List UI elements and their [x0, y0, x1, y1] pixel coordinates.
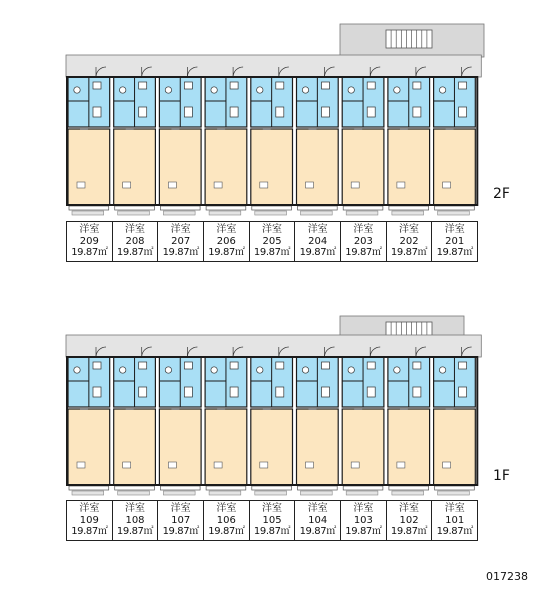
- sink-icon: [413, 362, 421, 369]
- unit-plan: [251, 67, 293, 215]
- window: [206, 486, 246, 490]
- unit-cell: [295, 501, 341, 540]
- window: [206, 206, 246, 210]
- unit-table-2f: [66, 221, 478, 262]
- sink-icon: [276, 82, 284, 89]
- sink-icon: [459, 82, 467, 89]
- sink-icon: [367, 82, 375, 89]
- balcony: [163, 491, 195, 495]
- unit-cell: [295, 222, 341, 261]
- window: [298, 486, 338, 490]
- toilet-icon: [165, 87, 171, 93]
- sink-icon: [230, 82, 238, 89]
- unit-cell: [250, 222, 296, 261]
- balcony: [392, 211, 424, 215]
- unit-number: 105: [262, 514, 282, 526]
- balcony: [72, 491, 104, 495]
- room-area: [159, 409, 201, 485]
- unit-cell: [387, 501, 433, 540]
- unit-area: 19.87㎡: [345, 526, 382, 538]
- room-area: [297, 409, 339, 485]
- unit-number: 109: [79, 514, 99, 526]
- balcony: [301, 211, 333, 215]
- room-area: [388, 129, 430, 205]
- balcony: [346, 491, 378, 495]
- unit-area: 19.87㎡: [436, 526, 473, 538]
- room-area: [68, 129, 110, 205]
- unit-cell: [387, 222, 433, 261]
- kitchen-icon: [230, 387, 238, 397]
- room-area: [342, 129, 384, 205]
- unit-cell: [67, 222, 113, 261]
- unit-type: 洋室: [170, 224, 191, 236]
- unit-cell: [250, 501, 296, 540]
- unit-area: 19.87㎡: [299, 247, 336, 259]
- unit-area: 19.87㎡: [299, 526, 336, 538]
- window: [252, 486, 292, 490]
- kitchen-icon: [367, 387, 375, 397]
- toilet-icon: [302, 367, 308, 373]
- window: [252, 206, 292, 210]
- kitchen-icon: [413, 107, 421, 117]
- furniture-icon: [214, 462, 222, 468]
- unit-number: 107: [171, 514, 191, 526]
- kitchen-icon: [184, 387, 192, 397]
- furniture-icon: [123, 182, 131, 188]
- kitchen-icon: [93, 107, 101, 117]
- room-area: [297, 129, 339, 205]
- furniture-icon: [397, 462, 405, 468]
- furniture-icon: [397, 182, 405, 188]
- furniture-icon: [306, 462, 314, 468]
- kitchen-icon: [184, 107, 192, 117]
- room-area: [68, 409, 110, 485]
- corridor: [66, 335, 481, 357]
- unit-type: 洋室: [262, 224, 283, 236]
- unit-plan: [297, 347, 339, 495]
- window: [160, 206, 200, 210]
- kitchen-icon: [459, 107, 467, 117]
- floor-plan-2f: [66, 24, 484, 215]
- window: [298, 206, 338, 210]
- unit-type: 洋室: [399, 503, 420, 515]
- corridor: [66, 55, 481, 77]
- kitchen-icon: [230, 107, 238, 117]
- floor-label-2f: 2F: [493, 186, 510, 202]
- unit-area: 19.87㎡: [71, 247, 108, 259]
- balcony: [118, 211, 150, 215]
- unit-area: 19.87㎡: [390, 247, 428, 259]
- floor-label-1f: 1F: [493, 468, 510, 484]
- toilet-icon: [394, 367, 400, 373]
- unit-area: 19.87㎡: [345, 247, 382, 259]
- sink-icon: [413, 82, 421, 89]
- unit-plan: [114, 67, 156, 215]
- unit-plan: [68, 347, 110, 495]
- toilet-icon: [257, 367, 263, 373]
- toilet-icon: [211, 87, 217, 93]
- unit-cell: [341, 222, 387, 261]
- unit-number: 201: [445, 235, 465, 247]
- balcony: [118, 491, 150, 495]
- unit-plan: [434, 67, 476, 215]
- unit-plan: [159, 347, 201, 495]
- unit-type: 洋室: [353, 224, 374, 236]
- room-area: [251, 409, 293, 485]
- unit-area: 19.87㎡: [390, 526, 428, 538]
- furniture-icon: [351, 462, 359, 468]
- furniture-icon: [77, 462, 85, 468]
- unit-type: 洋室: [307, 224, 328, 236]
- room-area: [205, 409, 247, 485]
- unit-type: 洋室: [79, 224, 100, 236]
- floor-plan-1f: [66, 316, 481, 495]
- toilet-icon: [257, 87, 263, 93]
- unit-cell: [158, 222, 204, 261]
- sink-icon: [139, 362, 147, 369]
- unit-type: 洋室: [216, 503, 237, 515]
- unit-number: 202: [399, 235, 419, 247]
- unit-cell: [432, 501, 477, 540]
- unit-type: 洋室: [216, 224, 237, 236]
- kitchen-icon: [459, 387, 467, 397]
- unit-plan: [205, 347, 247, 495]
- kitchen-icon: [139, 387, 147, 397]
- unit-number: 209: [79, 235, 99, 247]
- sink-icon: [322, 82, 330, 89]
- sink-icon: [184, 362, 192, 369]
- window: [343, 486, 383, 490]
- unit-number: 102: [399, 514, 419, 526]
- toilet-icon: [120, 87, 126, 93]
- sink-icon: [230, 362, 238, 369]
- kitchen-icon: [413, 387, 421, 397]
- toilet-icon: [165, 367, 171, 373]
- window: [160, 486, 200, 490]
- toilet-icon: [394, 87, 400, 93]
- toilet-icon: [74, 87, 80, 93]
- sink-icon: [367, 362, 375, 369]
- sink-icon: [322, 362, 330, 369]
- balcony: [72, 211, 104, 215]
- unit-cell: [204, 501, 250, 540]
- kitchen-icon: [367, 107, 375, 117]
- unit-type: 洋室: [125, 224, 145, 236]
- balcony: [163, 211, 195, 215]
- balcony: [438, 211, 470, 215]
- kitchen-icon: [322, 387, 330, 397]
- furniture-icon: [123, 462, 131, 468]
- room-area: [434, 129, 476, 205]
- unit-number: 203: [353, 235, 373, 247]
- unit-type: 洋室: [125, 503, 145, 515]
- sink-icon: [93, 82, 101, 89]
- unit-cell: [341, 501, 387, 540]
- unit-plan: [388, 347, 430, 495]
- window: [115, 206, 155, 210]
- toilet-icon: [439, 367, 445, 373]
- room-area: [251, 129, 293, 205]
- kitchen-icon: [139, 107, 147, 117]
- unit-table-1f: [66, 500, 478, 541]
- unit-type: 洋室: [399, 224, 420, 236]
- unit-number: 101: [445, 514, 465, 526]
- furniture-icon: [260, 182, 268, 188]
- unit-cell: [432, 222, 477, 261]
- stairs-icon: [386, 30, 432, 48]
- sink-icon: [184, 82, 192, 89]
- window: [389, 486, 429, 490]
- room-area: [342, 409, 384, 485]
- unit-plan: [342, 67, 384, 215]
- balcony: [438, 491, 470, 495]
- toilet-icon: [348, 87, 354, 93]
- unit-plan: [114, 347, 156, 495]
- furniture-icon: [214, 182, 222, 188]
- kitchen-icon: [93, 387, 101, 397]
- balcony: [255, 491, 287, 495]
- unit-type: 洋室: [170, 503, 191, 515]
- unit-cell: [204, 222, 250, 261]
- unit-area: 19.87㎡: [162, 526, 199, 538]
- kitchen-icon: [322, 107, 330, 117]
- window: [343, 206, 383, 210]
- unit-type: 洋室: [262, 503, 283, 515]
- unit-plan: [205, 67, 247, 215]
- balcony: [346, 211, 378, 215]
- sink-icon: [276, 362, 284, 369]
- room-area: [114, 129, 156, 205]
- sink-icon: [93, 362, 101, 369]
- unit-number: 208: [125, 235, 145, 247]
- room-area: [388, 409, 430, 485]
- unit-plan: [251, 347, 293, 495]
- sink-icon: [139, 82, 147, 89]
- furniture-icon: [351, 182, 359, 188]
- balcony: [209, 211, 241, 215]
- unit-plan: [159, 67, 201, 215]
- unit-area: 19.87㎡: [71, 526, 108, 538]
- furniture-icon: [306, 182, 314, 188]
- window: [69, 206, 109, 210]
- window: [389, 206, 429, 210]
- unit-number: 104: [308, 514, 328, 526]
- unit-cell: [158, 501, 204, 540]
- unit-area: 19.87㎡: [116, 247, 154, 259]
- balcony: [301, 491, 333, 495]
- unit-type: 洋室: [79, 503, 100, 515]
- unit-area: 19.87㎡: [253, 526, 291, 538]
- unit-cell: [113, 501, 159, 540]
- unit-plan: [388, 67, 430, 215]
- unit-number: 207: [171, 235, 191, 247]
- furniture-icon: [77, 182, 85, 188]
- unit-area: 19.87㎡: [208, 526, 245, 538]
- unit-type: 洋室: [307, 503, 328, 515]
- unit-type: 洋室: [444, 224, 465, 236]
- furniture-icon: [443, 462, 451, 468]
- unit-plan: [342, 347, 384, 495]
- room-area: [114, 409, 156, 485]
- window: [435, 206, 475, 210]
- toilet-icon: [348, 367, 354, 373]
- furniture-icon: [443, 182, 451, 188]
- unit-type: 洋室: [444, 503, 465, 515]
- room-area: [205, 129, 247, 205]
- unit-cell: [67, 501, 113, 540]
- unit-area: 19.87㎡: [253, 247, 291, 259]
- unit-number: 206: [216, 235, 236, 247]
- sink-icon: [459, 362, 467, 369]
- balcony: [392, 491, 424, 495]
- unit-area: 19.87㎡: [162, 247, 199, 259]
- window: [115, 486, 155, 490]
- unit-number: 205: [262, 235, 282, 247]
- unit-area: 19.87㎡: [436, 247, 473, 259]
- window: [69, 486, 109, 490]
- kitchen-icon: [276, 107, 284, 117]
- unit-number: 103: [353, 514, 373, 526]
- furniture-icon: [168, 182, 176, 188]
- unit-number: 204: [308, 235, 328, 247]
- balcony: [209, 491, 241, 495]
- window: [435, 486, 475, 490]
- toilet-icon: [74, 367, 80, 373]
- unit-plan: [68, 67, 110, 215]
- unit-area: 19.87㎡: [208, 247, 245, 259]
- room-area: [159, 129, 201, 205]
- kitchen-icon: [276, 387, 284, 397]
- furniture-icon: [260, 462, 268, 468]
- unit-number: 108: [125, 514, 145, 526]
- furniture-icon: [168, 462, 176, 468]
- unit-plan: [434, 347, 476, 495]
- room-area: [434, 409, 476, 485]
- unit-type: 洋室: [353, 503, 374, 515]
- toilet-icon: [120, 367, 126, 373]
- unit-area: 19.87㎡: [116, 526, 154, 538]
- toilet-icon: [439, 87, 445, 93]
- toilet-icon: [211, 367, 217, 373]
- unit-cell: [113, 222, 159, 261]
- toilet-icon: [302, 87, 308, 93]
- property-code: 017238: [486, 570, 528, 583]
- balcony: [255, 211, 287, 215]
- unit-number: 106: [216, 514, 236, 526]
- unit-plan: [297, 67, 339, 215]
